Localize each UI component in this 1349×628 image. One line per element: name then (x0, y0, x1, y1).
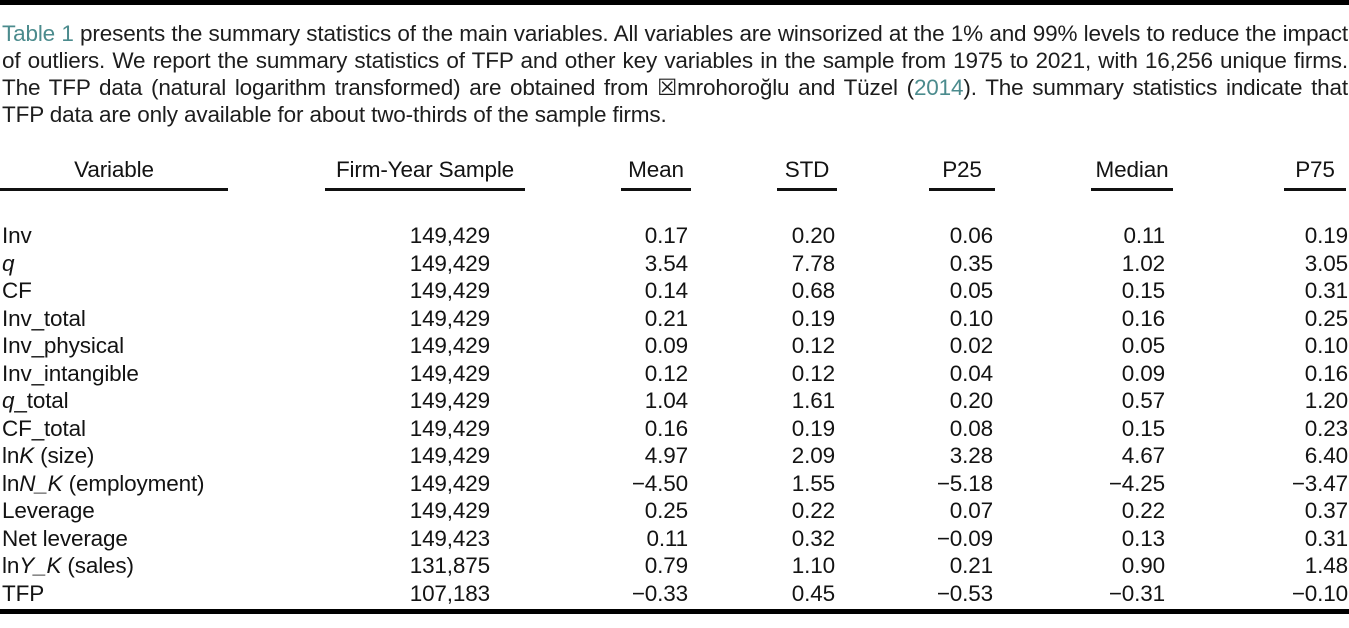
variable-name-roman: CF (2, 278, 32, 303)
cell-p25: 0.02 (949, 333, 993, 358)
cell-p25: −0.09 (936, 525, 993, 551)
cell-p75: 0.10 (1304, 333, 1348, 358)
variable-name-italic: Y_K (19, 553, 62, 578)
variable-name-suffix: (size) (34, 443, 95, 468)
cell-median: 0.05 (1121, 333, 1165, 358)
cell-median: 0.57 (1121, 388, 1165, 413)
col-header-mean (540, 128, 695, 191)
col-header-median-label: Median (1091, 157, 1173, 191)
variable-name (0, 277, 285, 305)
cell-mean: 0.09 (644, 333, 688, 358)
cell-std: 2.09 (791, 443, 835, 468)
cell-mean: 0.21 (644, 305, 688, 331)
table-row (0, 250, 1349, 278)
cell-p75: 0.37 (1304, 498, 1348, 523)
citation-year-link[interactable]: 2014 (913, 75, 964, 100)
cell-std: 0.19 (791, 305, 835, 331)
cell-std: 1.61 (791, 388, 835, 413)
cell-p75: 1.20 (1304, 388, 1348, 413)
cell-p75: 6.40 (1304, 443, 1348, 468)
cell-mean: 4.97 (644, 443, 688, 468)
col-header-firm-year-sample (285, 128, 540, 191)
cell-firm-year-sample: 149,429 (409, 388, 490, 413)
cell-mean: 0.11 (646, 525, 688, 551)
cell-p75: 3.05 (1304, 250, 1348, 276)
cell-median: 0.13 (1121, 525, 1165, 551)
variable-name-roman: Leverage (2, 498, 95, 523)
col-header-p25-label: P25 (929, 157, 995, 191)
table-row (0, 305, 1349, 333)
variable-name-roman: Inv (2, 223, 32, 248)
cell-mean: −0.33 (631, 580, 688, 606)
cell-firm-year-sample: 149,429 (409, 250, 490, 276)
variable-name-italic: K (19, 443, 35, 468)
cell-p75: 0.16 (1304, 360, 1348, 386)
col-header-std (695, 128, 842, 191)
cell-firm-year-sample: 149,429 (409, 443, 490, 468)
cell-firm-year-sample: 107,183 (409, 580, 490, 606)
col-header-median (1000, 128, 1180, 191)
table-row (0, 387, 1349, 415)
cell-mean: 1.04 (644, 388, 688, 413)
table-row (0, 332, 1349, 360)
variable-name-suffix: (employment) (62, 470, 205, 496)
note-text-before-citation: presents the summary statistics of the main variables. All variables are winsorized at the 1% and 99% levels to reduce the impact of outliers. We report the summary statistics of TFP and other key variables in the sample from 1975 to 2021, with 16,256 unique firms. The TFP data (natural logarithm transformed) are obtained from ☒mrohoroğlu and Tüzel ( (2, 21, 1348, 100)
cell-firm-year-sample: 131,875 (409, 553, 490, 578)
cell-median: 0.22 (1121, 498, 1165, 523)
cell-mean: 0.16 (644, 415, 688, 441)
cell-firm-year-sample: 149,429 (409, 305, 490, 331)
cell-firm-year-sample: 149,429 (409, 470, 490, 496)
cell-std: 0.19 (791, 415, 835, 441)
cell-median: 0.15 (1121, 415, 1165, 441)
header-row (0, 128, 1349, 191)
cell-p25: 0.08 (949, 415, 993, 441)
variable-name (0, 470, 285, 498)
cell-p75: 0.19 (1304, 223, 1348, 248)
table-row (0, 442, 1349, 470)
cell-p75: 0.31 (1304, 278, 1348, 303)
cell-p25: 0.07 (949, 498, 993, 523)
variable-name (0, 415, 285, 443)
variable-name-roman: Inv_physical (2, 333, 125, 358)
variable-name (0, 360, 285, 388)
variable-name-suffix: _total (14, 388, 69, 413)
variable-name (0, 580, 285, 608)
cell-p75: −0.10 (1291, 580, 1348, 606)
col-header-mean-label: Mean (621, 157, 691, 191)
note-text-after-citation: ). The summary statistics indicate that TFP data are only available for about two-thirds of the sample firms. (2, 75, 1348, 127)
variable-name (0, 442, 285, 470)
variable-name (0, 305, 285, 333)
cell-median: 0.11 (1123, 223, 1165, 248)
cell-std: 0.68 (791, 278, 835, 303)
cell-p25: −0.53 (936, 580, 993, 606)
cell-mean: 0.25 (644, 498, 688, 523)
col-header-std-label: STD (777, 157, 837, 191)
variable-name-italic: q (2, 250, 15, 276)
summary-statistics-table (0, 128, 1349, 607)
variable-name-suffix: (sales) (61, 553, 134, 578)
table-row (0, 191, 1349, 250)
cell-firm-year-sample: 149,429 (409, 223, 490, 248)
cell-p25: −5.18 (936, 470, 993, 496)
cell-firm-year-sample: 149,429 (409, 278, 490, 303)
cell-median: 1.02 (1121, 250, 1165, 276)
cell-median: 0.09 (1121, 360, 1165, 386)
cell-firm-year-sample: 149,429 (409, 360, 490, 386)
table-row (0, 360, 1349, 388)
cell-std: 0.45 (791, 580, 835, 606)
variable-name (0, 497, 285, 525)
variable-name-roman: ln (2, 470, 20, 496)
variable-name-italic: N_K (19, 470, 63, 496)
cell-std: 1.55 (791, 470, 835, 496)
cell-std: 0.12 (791, 360, 835, 386)
cell-std: 0.22 (791, 498, 835, 523)
col-header-p75 (1180, 128, 1349, 191)
top-rule (0, 0, 1349, 5)
table-row (0, 497, 1349, 525)
table-row (0, 277, 1349, 305)
variable-name-roman: CF_total (2, 415, 86, 441)
variable-name (0, 387, 285, 415)
col-header-p25 (842, 128, 1000, 191)
cell-p25: 0.05 (949, 278, 993, 303)
table-row (0, 415, 1349, 443)
cell-std: 0.20 (791, 223, 835, 248)
cell-mean: 3.54 (644, 250, 688, 276)
cell-median: 0.90 (1121, 553, 1165, 578)
table-row (0, 552, 1349, 580)
cell-firm-year-sample: 149,429 (409, 333, 490, 358)
cell-median: 0.16 (1121, 305, 1165, 331)
cell-p75: 1.48 (1304, 553, 1348, 578)
cell-p75: 0.25 (1304, 305, 1348, 331)
table-note-paragraph (0, 20, 1349, 128)
cell-std: 1.10 (791, 553, 835, 578)
cell-firm-year-sample: 149,429 (409, 498, 490, 523)
cell-median: −4.25 (1108, 470, 1165, 496)
cell-mean: 0.79 (644, 553, 688, 578)
variable-name-roman: Inv_total (2, 305, 86, 331)
variable-name (0, 250, 285, 278)
variable-name-roman: Inv_intangible (2, 360, 139, 386)
table-row (0, 580, 1349, 608)
cell-p25: 0.20 (949, 388, 993, 413)
cell-mean: 0.17 (644, 223, 688, 248)
table-row (0, 525, 1349, 553)
table-1-link[interactable]: Table 1 (2, 21, 74, 46)
cell-p25: 0.06 (949, 223, 993, 248)
variable-name (0, 191, 285, 250)
cell-p25: 0.35 (949, 250, 993, 276)
cell-median: 0.15 (1121, 278, 1165, 303)
variable-name-italic: q (2, 388, 15, 413)
cell-median: 4.67 (1121, 443, 1165, 468)
cell-mean: 0.12 (644, 360, 688, 386)
variable-name-roman: TFP (2, 580, 45, 606)
cell-p25: 0.04 (949, 360, 993, 386)
variable-name-roman: ln (2, 443, 20, 468)
col-header-firm-year-sample-label: Firm-Year Sample (325, 157, 525, 191)
cell-p75: 0.31 (1304, 525, 1348, 551)
cell-p75: −3.47 (1291, 470, 1348, 496)
cell-p25: 0.10 (949, 305, 993, 331)
cell-p25: 0.21 (949, 553, 993, 578)
col-header-p75-label: P75 (1284, 157, 1346, 191)
cell-median: −0.31 (1108, 580, 1165, 606)
cell-std: 0.32 (791, 525, 835, 551)
bottom-rule (0, 609, 1349, 614)
cell-std: 7.78 (791, 250, 835, 276)
cell-firm-year-sample: 149,429 (409, 415, 490, 441)
col-header-variable (0, 128, 285, 191)
cell-firm-year-sample: 149,423 (409, 525, 490, 551)
cell-mean: −4.50 (631, 470, 688, 496)
cell-p75: 0.23 (1304, 415, 1348, 441)
cell-std: 0.12 (791, 333, 835, 358)
variable-name-roman: Net leverage (2, 525, 128, 551)
variable-name (0, 525, 285, 553)
variable-name (0, 552, 285, 580)
cell-mean: 0.14 (644, 278, 688, 303)
table-row (0, 470, 1349, 498)
variable-name-roman: ln (2, 553, 20, 578)
col-header-variable-label: Variable (0, 157, 228, 191)
variable-name (0, 332, 285, 360)
cell-p25: 3.28 (949, 443, 993, 468)
